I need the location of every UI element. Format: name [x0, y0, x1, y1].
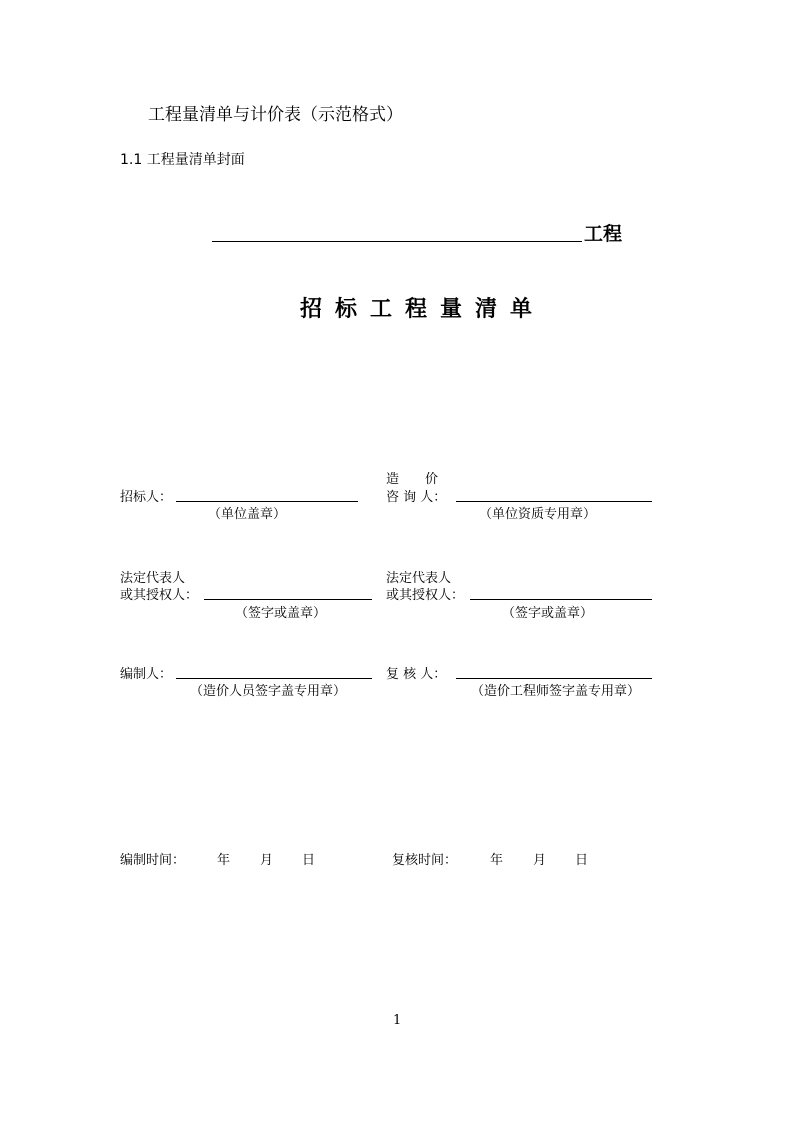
compiler-note: （造价人员签字盖专用章） [190, 684, 347, 699]
legal-rep-left-note: （签字或盖章） [235, 606, 327, 621]
legal-rep-left-line1: 法定代表人 [120, 571, 186, 586]
consultant-underline [456, 501, 652, 502]
section-heading: 1.1 工程量清单封面 [120, 152, 245, 168]
legal-rep-left-line2: 或其授权人： [120, 588, 199, 603]
reviewer-underline [456, 678, 652, 679]
review-day: 日 [575, 853, 589, 868]
legal-rep-right-note: （签字或盖章） [502, 606, 594, 621]
reviewer-note: （造价工程师签字盖专用章） [471, 684, 641, 699]
tenderer-label: 招标人： [120, 490, 173, 505]
consultant-label-line2: 咨 询 人： [386, 490, 447, 505]
legal-rep-right-line2: 或其授权人： [386, 588, 465, 603]
review-year: 年 [490, 853, 504, 868]
compile-time-label: 编制时间： [120, 853, 186, 868]
document-title: 工程量清单与计价表（示范格式） [148, 105, 403, 125]
compiler-label: 编制人： [120, 667, 173, 682]
tenderer-underline [176, 501, 358, 502]
compile-year: 年 [217, 853, 231, 868]
project-suffix: 工程 [584, 223, 623, 245]
compiler-underline [176, 678, 372, 679]
page-number: 1 [393, 1013, 402, 1028]
project-name-underline [212, 241, 582, 242]
consultant-note: （单位资质专用章） [479, 507, 597, 522]
tenderer-note: （单位盖章） [208, 507, 287, 522]
legal-rep-left-underline [204, 599, 372, 600]
consultant-label-line1: 造 价 [386, 472, 439, 487]
main-title: 招标工程量清单 [300, 297, 546, 322]
reviewer-label: 复 核 人： [386, 667, 447, 682]
review-time-label: 复核时间： [392, 853, 458, 868]
compile-month: 月 [260, 853, 274, 868]
review-month: 月 [533, 853, 547, 868]
compile-day: 日 [302, 853, 316, 868]
legal-rep-right-underline [470, 599, 652, 600]
legal-rep-right-line1: 法定代表人 [386, 571, 452, 586]
